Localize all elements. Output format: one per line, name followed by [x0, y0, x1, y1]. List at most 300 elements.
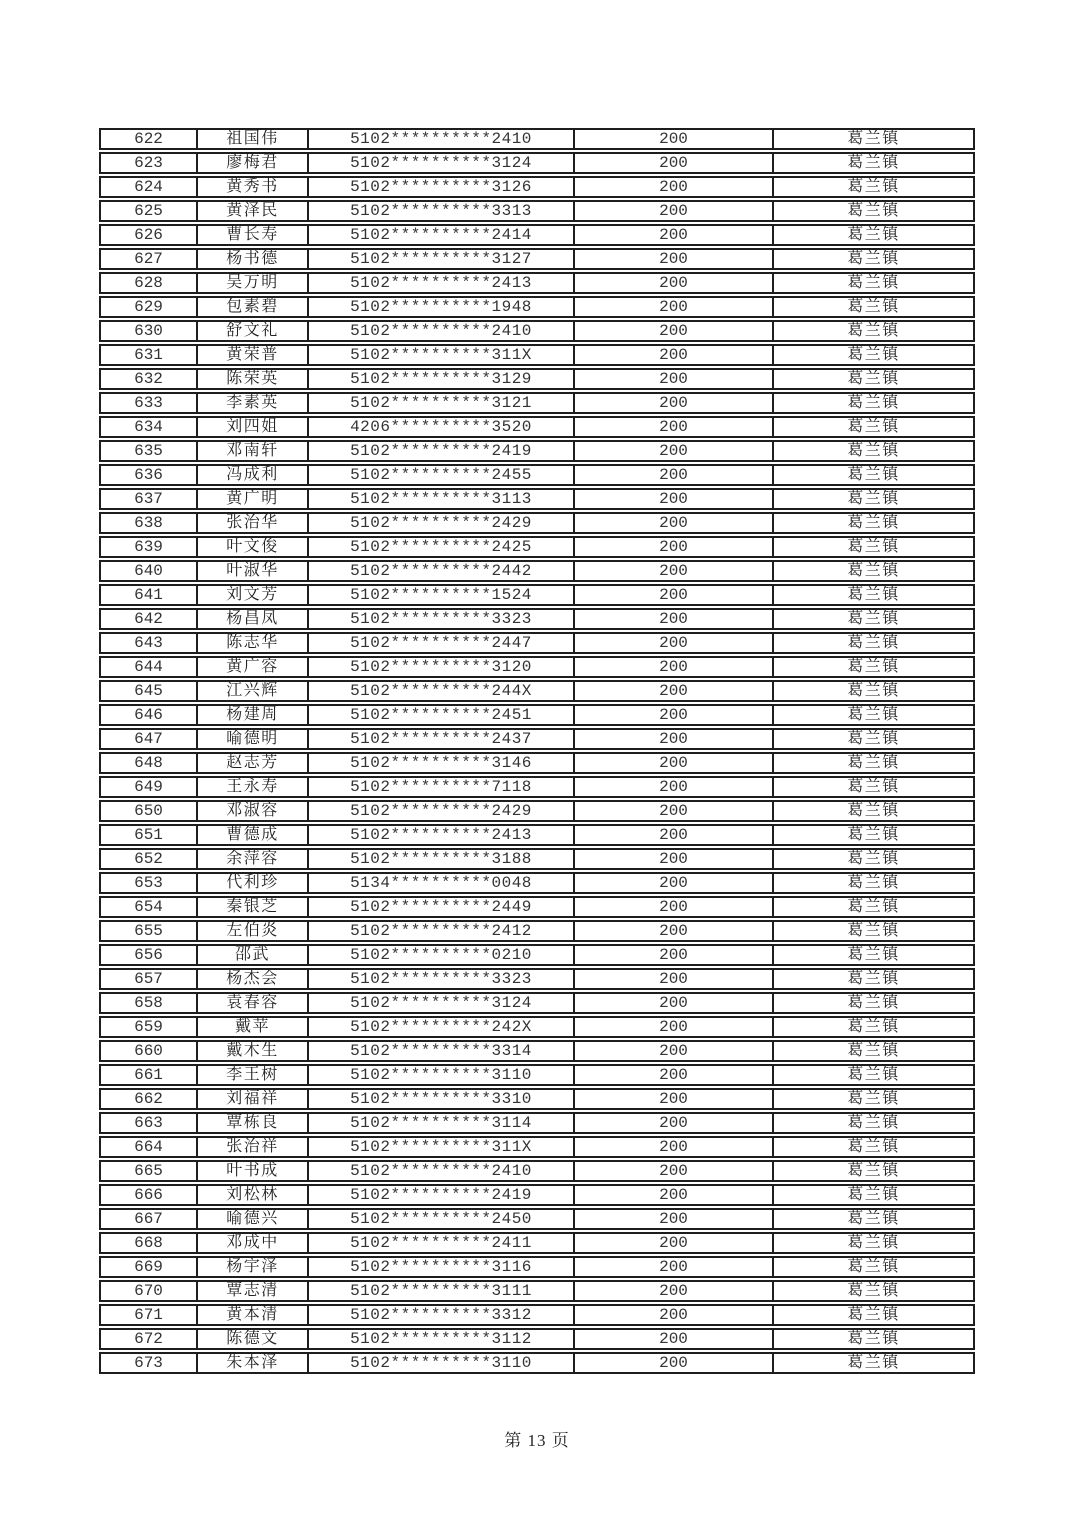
cell-serial-number: 671 — [99, 1304, 196, 1326]
cell-amount: 200 — [573, 632, 772, 654]
cell-town: 葛兰镇 — [772, 848, 975, 870]
table-row — [99, 416, 975, 438]
cell-person-name: 邓成中 — [196, 1232, 307, 1254]
cell-id-number: 5102**********2419 — [307, 1184, 573, 1206]
cell-amount: 200 — [573, 128, 772, 150]
cell-person-name: 陈志华 — [196, 632, 307, 654]
cell-id-number: 5102**********1524 — [307, 584, 573, 606]
cell-id-number: 5102**********3113 — [307, 488, 573, 510]
cell-town: 葛兰镇 — [772, 296, 975, 318]
page-number: 第 13 页 — [504, 1431, 570, 1450]
cell-id-number: 5102**********3323 — [307, 608, 573, 630]
table-row — [99, 1136, 975, 1158]
cell-serial-number: 626 — [99, 224, 196, 246]
cell-serial-number: 632 — [99, 368, 196, 390]
cell-serial-number: 672 — [99, 1328, 196, 1350]
cell-amount: 200 — [573, 464, 772, 486]
cell-person-name: 黄泽民 — [196, 200, 307, 222]
table-row — [99, 1184, 975, 1206]
cell-person-name: 朱本泽 — [196, 1352, 307, 1374]
cell-town: 葛兰镇 — [772, 1352, 975, 1374]
cell-id-number: 5102**********3124 — [307, 152, 573, 174]
cell-serial-number: 637 — [99, 488, 196, 510]
cell-amount: 200 — [573, 416, 772, 438]
cell-person-name: 喻德兴 — [196, 1208, 307, 1230]
cell-id-number: 5102**********2413 — [307, 824, 573, 846]
cell-id-number: 5102**********1948 — [307, 296, 573, 318]
table-row — [99, 248, 975, 270]
cell-amount: 200 — [573, 680, 772, 702]
table-row — [99, 464, 975, 486]
table-row — [99, 320, 975, 342]
table-row — [99, 1304, 975, 1326]
cell-town: 葛兰镇 — [772, 680, 975, 702]
cell-person-name: 江兴辉 — [196, 680, 307, 702]
cell-amount: 200 — [573, 752, 772, 774]
cell-town: 葛兰镇 — [772, 368, 975, 390]
cell-id-number: 5102**********3116 — [307, 1256, 573, 1278]
cell-person-name: 吴万明 — [196, 272, 307, 294]
cell-town: 葛兰镇 — [772, 416, 975, 438]
table-body — [99, 128, 975, 1374]
table-row — [99, 920, 975, 942]
cell-amount: 200 — [573, 152, 772, 174]
cell-serial-number: 661 — [99, 1064, 196, 1086]
cell-person-name: 廖梅君 — [196, 152, 307, 174]
cell-amount: 200 — [573, 1064, 772, 1086]
cell-amount: 200 — [573, 1136, 772, 1158]
cell-amount: 200 — [573, 728, 772, 750]
table-row — [99, 1232, 975, 1254]
cell-town: 葛兰镇 — [772, 200, 975, 222]
cell-town: 葛兰镇 — [772, 896, 975, 918]
cell-amount: 200 — [573, 704, 772, 726]
table-row — [99, 872, 975, 894]
table-row — [99, 1064, 975, 1086]
cell-town: 葛兰镇 — [772, 1280, 975, 1302]
cell-id-number: 5102**********3124 — [307, 992, 573, 1014]
cell-person-name: 刘福祥 — [196, 1088, 307, 1110]
cell-serial-number: 629 — [99, 296, 196, 318]
cell-id-number: 5102**********2450 — [307, 1208, 573, 1230]
cell-id-number: 5102**********3312 — [307, 1304, 573, 1326]
cell-town: 葛兰镇 — [772, 632, 975, 654]
cell-id-number: 5102**********242X — [307, 1016, 573, 1038]
cell-id-number: 5102**********2447 — [307, 632, 573, 654]
cell-person-name: 黄广明 — [196, 488, 307, 510]
cell-town: 葛兰镇 — [772, 512, 975, 534]
cell-id-number: 5102**********2437 — [307, 728, 573, 750]
cell-serial-number: 659 — [99, 1016, 196, 1038]
cell-serial-number: 636 — [99, 464, 196, 486]
cell-person-name: 邓淑容 — [196, 800, 307, 822]
cell-amount: 200 — [573, 920, 772, 942]
cell-serial-number: 622 — [99, 128, 196, 150]
cell-town: 葛兰镇 — [772, 776, 975, 798]
cell-town: 葛兰镇 — [772, 1232, 975, 1254]
cell-serial-number: 646 — [99, 704, 196, 726]
cell-person-name: 陈德文 — [196, 1328, 307, 1350]
cell-person-name: 李素英 — [196, 392, 307, 414]
cell-serial-number: 667 — [99, 1208, 196, 1230]
cell-town: 葛兰镇 — [772, 152, 975, 174]
cell-town: 葛兰镇 — [772, 1112, 975, 1134]
cell-person-name: 代利珍 — [196, 872, 307, 894]
cell-amount: 200 — [573, 872, 772, 894]
cell-id-number: 5102**********3110 — [307, 1352, 573, 1374]
cell-id-number: 5102**********3120 — [307, 656, 573, 678]
cell-amount: 200 — [573, 968, 772, 990]
cell-serial-number: 631 — [99, 344, 196, 366]
cell-serial-number: 630 — [99, 320, 196, 342]
cell-person-name: 刘文芳 — [196, 584, 307, 606]
cell-amount: 200 — [573, 992, 772, 1014]
table-row — [99, 848, 975, 870]
table-row — [99, 368, 975, 390]
cell-town: 葛兰镇 — [772, 176, 975, 198]
table-row — [99, 200, 975, 222]
table-row — [99, 776, 975, 798]
cell-id-number: 5102**********2410 — [307, 1160, 573, 1182]
cell-person-name: 袁春容 — [196, 992, 307, 1014]
cell-amount: 200 — [573, 1304, 772, 1326]
table-row — [99, 896, 975, 918]
cell-serial-number: 668 — [99, 1232, 196, 1254]
cell-town: 葛兰镇 — [772, 248, 975, 270]
cell-id-number: 5102**********2429 — [307, 512, 573, 534]
cell-id-number: 5102**********2455 — [307, 464, 573, 486]
table-row — [99, 224, 975, 246]
table-row — [99, 296, 975, 318]
cell-town: 葛兰镇 — [772, 536, 975, 558]
cell-amount: 200 — [573, 800, 772, 822]
cell-town: 葛兰镇 — [772, 1040, 975, 1062]
cell-amount: 200 — [573, 1256, 772, 1278]
cell-id-number: 5102**********2411 — [307, 1232, 573, 1254]
cell-serial-number: 651 — [99, 824, 196, 846]
cell-id-number: 5102**********0210 — [307, 944, 573, 966]
cell-serial-number: 663 — [99, 1112, 196, 1134]
table-row — [99, 1016, 975, 1038]
cell-serial-number: 634 — [99, 416, 196, 438]
cell-serial-number: 664 — [99, 1136, 196, 1158]
cell-serial-number: 660 — [99, 1040, 196, 1062]
cell-person-name: 覃志清 — [196, 1280, 307, 1302]
cell-amount: 200 — [573, 536, 772, 558]
cell-amount: 200 — [573, 320, 772, 342]
cell-town: 葛兰镇 — [772, 488, 975, 510]
cell-serial-number: 669 — [99, 1256, 196, 1278]
cell-amount: 200 — [573, 296, 772, 318]
cell-town: 葛兰镇 — [772, 752, 975, 774]
cell-amount: 200 — [573, 368, 772, 390]
table-row — [99, 992, 975, 1014]
cell-person-name: 邵武 — [196, 944, 307, 966]
cell-town: 葛兰镇 — [772, 608, 975, 630]
cell-person-name: 杨杰会 — [196, 968, 307, 990]
cell-serial-number: 658 — [99, 992, 196, 1014]
table-row — [99, 824, 975, 846]
cell-serial-number: 638 — [99, 512, 196, 534]
table-row — [99, 944, 975, 966]
cell-id-number: 5134**********0048 — [307, 872, 573, 894]
cell-serial-number: 657 — [99, 968, 196, 990]
cell-serial-number: 644 — [99, 656, 196, 678]
cell-person-name: 杨昌凤 — [196, 608, 307, 630]
cell-serial-number: 623 — [99, 152, 196, 174]
cell-person-name: 包素碧 — [196, 296, 307, 318]
cell-person-name: 邓南轩 — [196, 440, 307, 462]
cell-id-number: 5102**********3114 — [307, 1112, 573, 1134]
table-row — [99, 1352, 975, 1374]
cell-town: 葛兰镇 — [772, 992, 975, 1014]
cell-town: 葛兰镇 — [772, 392, 975, 414]
cell-id-number: 5102**********3112 — [307, 1328, 573, 1350]
table-row — [99, 800, 975, 822]
table-row — [99, 1208, 975, 1230]
cell-town: 葛兰镇 — [772, 872, 975, 894]
table-row — [99, 1160, 975, 1182]
cell-person-name: 叶文俊 — [196, 536, 307, 558]
table-row — [99, 560, 975, 582]
cell-person-name: 张治华 — [196, 512, 307, 534]
cell-serial-number: 656 — [99, 944, 196, 966]
cell-id-number: 5102**********3127 — [307, 248, 573, 270]
table-row — [99, 584, 975, 606]
table-row — [99, 1088, 975, 1110]
cell-serial-number: 666 — [99, 1184, 196, 1206]
table-row — [99, 704, 975, 726]
cell-amount: 200 — [573, 776, 772, 798]
cell-amount: 200 — [573, 488, 772, 510]
table-row — [99, 968, 975, 990]
cell-id-number: 5102**********3110 — [307, 1064, 573, 1086]
cell-id-number: 5102**********2410 — [307, 128, 573, 150]
cell-amount: 200 — [573, 1280, 772, 1302]
cell-amount: 200 — [573, 1184, 772, 1206]
cell-town: 葛兰镇 — [772, 560, 975, 582]
cell-person-name: 覃栋良 — [196, 1112, 307, 1134]
cell-id-number: 4206**********3520 — [307, 416, 573, 438]
cell-person-name: 左伯炎 — [196, 920, 307, 942]
cell-serial-number: 640 — [99, 560, 196, 582]
cell-id-number: 5102**********2449 — [307, 896, 573, 918]
cell-serial-number: 653 — [99, 872, 196, 894]
table-row — [99, 176, 975, 198]
table-row — [99, 608, 975, 630]
cell-id-number: 5102**********2412 — [307, 920, 573, 942]
cell-serial-number: 655 — [99, 920, 196, 942]
cell-amount: 200 — [573, 824, 772, 846]
cell-town: 葛兰镇 — [772, 1184, 975, 1206]
cell-town: 葛兰镇 — [772, 968, 975, 990]
cell-amount: 200 — [573, 176, 772, 198]
cell-id-number: 5102**********2419 — [307, 440, 573, 462]
cell-serial-number: 645 — [99, 680, 196, 702]
cell-serial-number: 628 — [99, 272, 196, 294]
cell-id-number: 5102**********2413 — [307, 272, 573, 294]
table-row — [99, 536, 975, 558]
cell-id-number: 5102**********2414 — [307, 224, 573, 246]
cell-serial-number: 625 — [99, 200, 196, 222]
cell-serial-number: 673 — [99, 1352, 196, 1374]
cell-town: 葛兰镇 — [772, 824, 975, 846]
cell-person-name: 戴苹 — [196, 1016, 307, 1038]
cell-town: 葛兰镇 — [772, 704, 975, 726]
cell-person-name: 杨书德 — [196, 248, 307, 270]
cell-town: 葛兰镇 — [772, 1160, 975, 1182]
cell-amount: 200 — [573, 1208, 772, 1230]
cell-person-name: 喻德明 — [196, 728, 307, 750]
cell-town: 葛兰镇 — [772, 1256, 975, 1278]
cell-serial-number: 649 — [99, 776, 196, 798]
cell-person-name: 曹长寿 — [196, 224, 307, 246]
cell-amount: 200 — [573, 560, 772, 582]
table-row — [99, 1256, 975, 1278]
table-row — [99, 752, 975, 774]
cell-id-number: 5102**********2429 — [307, 800, 573, 822]
table-row — [99, 272, 975, 294]
cell-amount: 200 — [573, 512, 772, 534]
cell-person-name: 戴木生 — [196, 1040, 307, 1062]
cell-person-name: 赵志芳 — [196, 752, 307, 774]
cell-id-number: 5102**********2442 — [307, 560, 573, 582]
cell-town: 葛兰镇 — [772, 272, 975, 294]
cell-serial-number: 633 — [99, 392, 196, 414]
cell-town: 葛兰镇 — [772, 1088, 975, 1110]
cell-person-name: 舒文礼 — [196, 320, 307, 342]
cell-serial-number: 648 — [99, 752, 196, 774]
cell-serial-number: 652 — [99, 848, 196, 870]
cell-amount: 200 — [573, 1016, 772, 1038]
cell-person-name: 叶书成 — [196, 1160, 307, 1182]
cell-amount: 200 — [573, 272, 772, 294]
cell-person-name: 秦银芝 — [196, 896, 307, 918]
cell-person-name: 曹德成 — [196, 824, 307, 846]
cell-person-name: 黄广容 — [196, 656, 307, 678]
cell-id-number: 5102**********2425 — [307, 536, 573, 558]
cell-amount: 200 — [573, 656, 772, 678]
cell-person-name: 余萍容 — [196, 848, 307, 870]
cell-id-number: 5102**********311X — [307, 1136, 573, 1158]
cell-town: 葛兰镇 — [772, 800, 975, 822]
cell-amount: 200 — [573, 344, 772, 366]
cell-serial-number: 635 — [99, 440, 196, 462]
cell-serial-number: 654 — [99, 896, 196, 918]
cell-town: 葛兰镇 — [772, 1136, 975, 1158]
table-row — [99, 1328, 975, 1350]
cell-town: 葛兰镇 — [772, 944, 975, 966]
cell-serial-number: 662 — [99, 1088, 196, 1110]
cell-serial-number: 643 — [99, 632, 196, 654]
cell-amount: 200 — [573, 1232, 772, 1254]
cell-id-number: 5102**********3126 — [307, 176, 573, 198]
cell-amount: 200 — [573, 392, 772, 414]
table-row — [99, 344, 975, 366]
cell-id-number: 5102**********3310 — [307, 1088, 573, 1110]
cell-id-number: 5102**********3146 — [307, 752, 573, 774]
table-row — [99, 1280, 975, 1302]
cell-person-name: 刘四姐 — [196, 416, 307, 438]
cell-town: 葛兰镇 — [772, 464, 975, 486]
cell-person-name: 黄秀书 — [196, 176, 307, 198]
cell-id-number: 5102**********7118 — [307, 776, 573, 798]
cell-id-number: 5102**********3111 — [307, 1280, 573, 1302]
cell-person-name: 黄本清 — [196, 1304, 307, 1326]
cell-serial-number: 670 — [99, 1280, 196, 1302]
cell-town: 葛兰镇 — [772, 128, 975, 150]
cell-person-name: 张治祥 — [196, 1136, 307, 1158]
cell-id-number: 5102**********2410 — [307, 320, 573, 342]
cell-person-name: 黄荣普 — [196, 344, 307, 366]
cell-serial-number: 650 — [99, 800, 196, 822]
table-row — [99, 128, 975, 150]
cell-id-number: 5102**********3314 — [307, 1040, 573, 1062]
table-row — [99, 632, 975, 654]
cell-amount: 200 — [573, 1328, 772, 1350]
table-row — [99, 1040, 975, 1062]
cell-amount: 200 — [573, 224, 772, 246]
cell-amount: 200 — [573, 1088, 772, 1110]
cell-person-name: 李王树 — [196, 1064, 307, 1086]
cell-amount: 200 — [573, 896, 772, 918]
cell-amount: 200 — [573, 944, 772, 966]
cell-id-number: 5102**********3188 — [307, 848, 573, 870]
cell-town: 葛兰镇 — [772, 320, 975, 342]
cell-amount: 200 — [573, 200, 772, 222]
cell-town: 葛兰镇 — [772, 344, 975, 366]
cell-person-name: 祖国伟 — [196, 128, 307, 150]
cell-serial-number: 639 — [99, 536, 196, 558]
cell-amount: 200 — [573, 1160, 772, 1182]
cell-id-number: 5102**********3323 — [307, 968, 573, 990]
cell-amount: 200 — [573, 1352, 772, 1374]
cell-id-number: 5102**********244X — [307, 680, 573, 702]
cell-town: 葛兰镇 — [772, 728, 975, 750]
cell-person-name: 刘松林 — [196, 1184, 307, 1206]
cell-town: 葛兰镇 — [772, 1208, 975, 1230]
table-row — [99, 656, 975, 678]
cell-amount: 200 — [573, 1040, 772, 1062]
table-row — [99, 392, 975, 414]
cell-id-number: 5102**********3313 — [307, 200, 573, 222]
table-row — [99, 440, 975, 462]
cell-town: 葛兰镇 — [772, 440, 975, 462]
cell-person-name: 杨宇泽 — [196, 1256, 307, 1278]
cell-amount: 200 — [573, 584, 772, 606]
cell-id-number: 5102**********311X — [307, 344, 573, 366]
cell-person-name: 杨建周 — [196, 704, 307, 726]
cell-amount: 200 — [573, 608, 772, 630]
cell-person-name: 王永寿 — [196, 776, 307, 798]
cell-serial-number: 624 — [99, 176, 196, 198]
cell-id-number: 5102**********3129 — [307, 368, 573, 390]
cell-serial-number: 627 — [99, 248, 196, 270]
cell-town: 葛兰镇 — [772, 584, 975, 606]
table-row — [99, 680, 975, 702]
cell-person-name: 陈荣英 — [196, 368, 307, 390]
cell-serial-number: 642 — [99, 608, 196, 630]
cell-serial-number: 665 — [99, 1160, 196, 1182]
cell-id-number: 5102**********2451 — [307, 704, 573, 726]
table-row — [99, 728, 975, 750]
table-row — [99, 1112, 975, 1134]
cell-town: 葛兰镇 — [772, 920, 975, 942]
cell-amount: 200 — [573, 440, 772, 462]
cell-serial-number: 647 — [99, 728, 196, 750]
subsidy-roster-table — [99, 126, 975, 1376]
cell-town: 葛兰镇 — [772, 1304, 975, 1326]
